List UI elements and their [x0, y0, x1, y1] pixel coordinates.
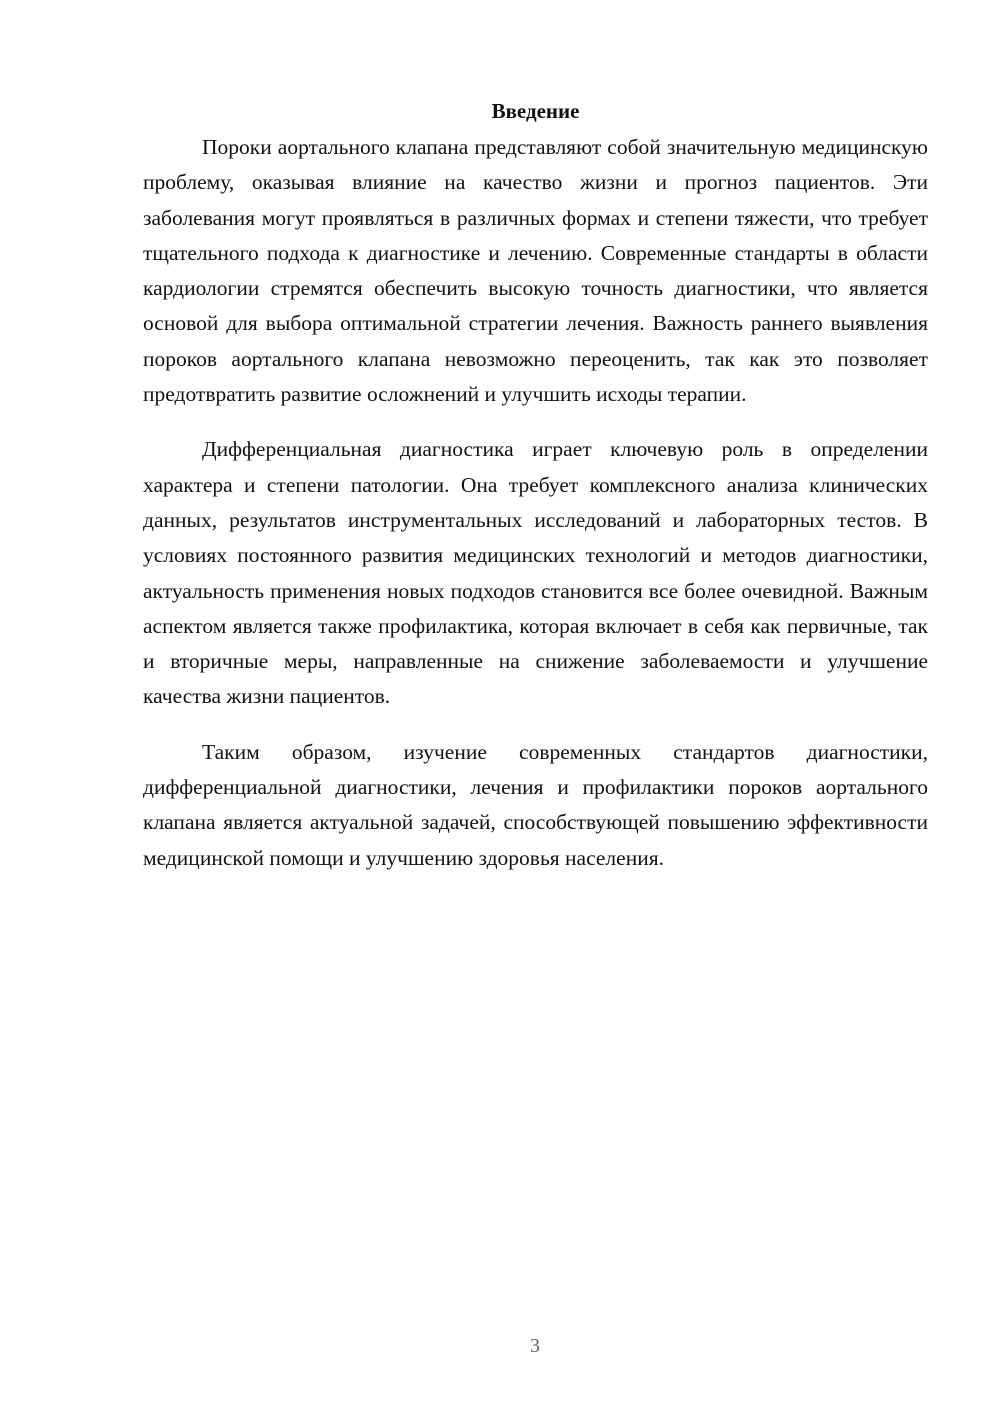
- paragraph-3: Таким образом, изучение современных стандартов диагностики, дифференциальной диагностики, лечения и профилактики пороков аортального клапана является актуальной задачей, способствующей повышению эффективности медицинской помощи и улучшению здоровья населения.: [143, 739, 928, 870]
- page-content: [143, 96, 928, 896]
- paragraph-2: Дифференциальная диагностика играет ключевую роль в определении характера и степени патологии. Она требует комплексного анализа клинических данных, результатов инструментальных исследований и лабораторных тестов. В условиях постоянного развития медицинских технологий и методов диагностики, актуальность применения новых подходов становится все более очевидной. Важным аспектом является также профилактика, которая включает в себя как первичные, так и вторичные меры, направленные на снижение заболеваемости и улучшение качества жизни пациентов.: [143, 437, 928, 709]
- section-heading: Введение: [491, 99, 580, 123]
- paragraph-1: Пороки аортального клапана представляют собой значительную медицинскую проблему, оказывая влияние на качество жизни и прогноз пациентов. Эти заболевания могут проявляться в различных формах и степени тяжести, что требует тщательного подхода к диагностике и лечению. Современные стандарты в области кардиологии стремятся обеспечить высокую точность диагностики, что является основой для выбора оптимальной стратегии лечения. Важность раннего выявления пороков аортального клапана невозможно переоценить, так как это позволяет предотвратить развитие осложнений и улучшить исходы терапии.: [143, 135, 928, 407]
- page-number: 3: [530, 1335, 540, 1357]
